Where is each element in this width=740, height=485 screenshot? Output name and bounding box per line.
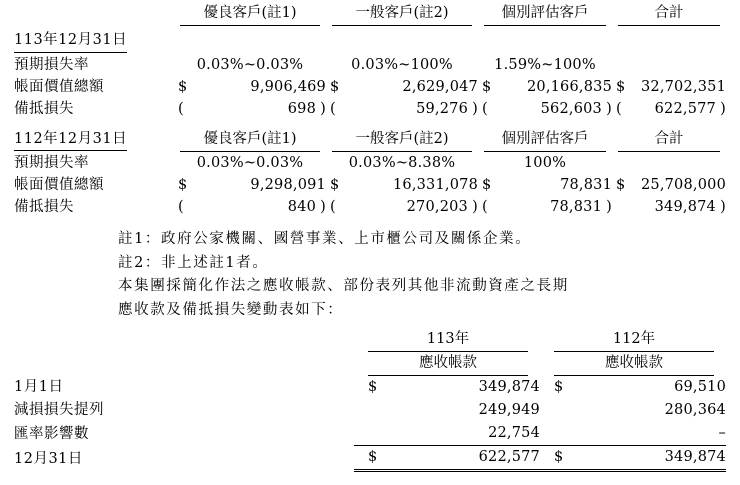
currency-symbol: $	[616, 177, 626, 193]
currency-symbol: $	[482, 177, 492, 193]
row-label-expected-loss-rate-113: 預期損失率	[14, 57, 89, 73]
cell-value: 349,874	[478, 379, 540, 395]
paren-open: (	[178, 101, 184, 117]
column-header-premium-2: 優良客戶(註1)	[174, 125, 326, 152]
cell-value: 280,364	[664, 402, 726, 418]
table-row	[14, 98, 726, 120]
paren-open: (	[616, 101, 622, 117]
currency-symbol: $	[330, 177, 340, 193]
movement-cell-dec31-113	[354, 446, 540, 471]
table-row	[14, 152, 726, 174]
cell-amount-individual-112	[478, 174, 612, 196]
cell-value: 32,702,351	[640, 79, 726, 95]
cell-value: 59,276	[416, 101, 468, 117]
cell-allowance-individual-113	[478, 98, 612, 120]
currency-symbol: $	[554, 449, 564, 465]
note-2: 註2：非上述註1者。	[118, 254, 269, 271]
movement-year-header-112: 112年	[540, 328, 726, 352]
cell-value: 78,831	[560, 177, 612, 193]
cell-value: 16,331,078	[392, 177, 478, 193]
cell-value: 20,166,835	[526, 79, 612, 95]
cell-value: 622,577	[654, 101, 716, 117]
cell-amount-general-112	[326, 174, 478, 196]
cell-rate-total-112	[612, 152, 726, 174]
row-label-carrying-amount-112: 帳面價值總額	[14, 177, 104, 193]
header-spacer	[14, 352, 354, 376]
cell-amount-total-113	[612, 76, 726, 98]
cell-value: 622,577	[478, 449, 540, 465]
column-header-total-1: 合計	[612, 0, 726, 26]
cell-allowance-individual-112	[478, 196, 612, 218]
cell-allowance-total-112	[612, 196, 726, 218]
movement-row-label-dec31: 12月31日	[14, 450, 83, 467]
currency-symbol: $	[368, 379, 378, 395]
movement-year-header-row	[14, 328, 726, 352]
column-header-total-2: 合計	[612, 125, 726, 152]
paren-close: )	[472, 101, 478, 117]
currency-symbol: $	[368, 449, 378, 465]
cell-rate-total-113	[612, 54, 726, 76]
cell-value: 2,629,047	[402, 79, 478, 95]
paren-open: (	[330, 101, 336, 117]
currency-symbol: $	[178, 79, 188, 95]
cell-rate-general-112: 0.03%~8.38%	[348, 155, 456, 171]
movement-row-label-jan1: 1月1日	[14, 379, 64, 395]
credit-risk-table	[14, 0, 726, 218]
cell-allowance-premium-113	[174, 98, 326, 120]
paren-close: )	[720, 101, 726, 117]
table-row	[14, 174, 726, 196]
column-header-general-2: 一般客戶(註2)	[326, 125, 478, 152]
currency-symbol: $	[178, 177, 188, 193]
paren-close: )	[606, 199, 612, 215]
currency-symbol: $	[616, 79, 626, 95]
cell-allowance-total-113	[612, 98, 726, 120]
row-label-carrying-amount-113: 帳面價值總額	[14, 79, 104, 95]
cell-value: 698	[287, 101, 316, 117]
header-spacer	[14, 328, 354, 352]
movement-row-label-impairment: 減損損失提列	[14, 402, 104, 418]
currency-symbol: $	[330, 79, 340, 95]
row-label-loss-allowance-112: 備抵損失	[14, 199, 74, 215]
currency-symbol: $	[482, 79, 492, 95]
movement-sub-header-receivables-113: 應收帳款	[354, 352, 540, 376]
cell-amount-total-112	[612, 174, 726, 196]
cell-amount-individual-113	[478, 76, 612, 98]
cell-value: –	[718, 425, 726, 441]
paragraph-line-1: 本集團採簡化作法之應收帳款、部份表列其他非流動資產之長期	[118, 278, 569, 294]
cell-value: 562,603	[540, 101, 602, 117]
table-row	[14, 54, 726, 76]
movement-cell-impairment-113	[354, 399, 540, 422]
movement-cell-dec31-112	[540, 446, 726, 471]
header-spacer	[14, 0, 174, 26]
paren-open: (	[482, 101, 488, 117]
table-row	[14, 376, 726, 399]
cell-allowance-premium-112	[174, 196, 326, 218]
currency-symbol: $	[554, 379, 564, 395]
cell-value: 270,203	[406, 199, 468, 215]
cell-allowance-general-112	[326, 196, 478, 218]
table-row	[14, 196, 726, 218]
paren-open: (	[178, 199, 184, 215]
movement-cell-fx-113	[354, 422, 540, 446]
note-1: 註1：政府公家機關、國營事業、上市櫃公司及關係企業。	[118, 231, 532, 247]
cell-value: 840	[287, 199, 316, 215]
paren-close: )	[472, 199, 478, 215]
cell-value: 349,874	[664, 449, 726, 465]
cell-rate-general-113: 0.03%~100%	[351, 57, 453, 73]
credit-header-row-2	[14, 125, 726, 152]
column-header-premium-1: 優良客戶(註1)	[174, 0, 326, 26]
credit-header-row-1	[14, 0, 726, 26]
column-header-individual-2: 個別評估客戶	[478, 125, 612, 152]
cell-value: 249,949	[478, 402, 540, 418]
paren-close: )	[606, 101, 612, 117]
paren-close: )	[320, 199, 326, 215]
cell-value: 25,708,000	[640, 177, 726, 193]
cell-amount-general-113	[326, 76, 478, 98]
cell-allowance-general-113	[326, 98, 478, 120]
cell-value: 22,754	[488, 425, 540, 441]
movement-row-label-fx-effect: 匯率影響數	[14, 425, 89, 442]
paren-open: (	[482, 199, 488, 215]
movement-cell-fx-112	[540, 422, 726, 446]
cell-rate-premium-113: 0.03%~0.03%	[196, 57, 304, 73]
cell-value: 9,298,091	[250, 177, 326, 193]
movement-sub-header-row	[14, 352, 726, 376]
table-row	[14, 446, 726, 471]
row-label-expected-loss-rate-112: 預期損失率	[14, 155, 89, 171]
allowance-movement-table	[14, 328, 726, 472]
cell-rate-individual-113: 1.59%~100%	[494, 57, 596, 73]
movement-cell-impairment-112	[540, 399, 726, 422]
cell-rate-individual-112: 100%	[523, 155, 567, 171]
movement-cell-jan1-112	[540, 376, 726, 399]
cell-amount-premium-112	[174, 174, 326, 196]
paren-open: (	[330, 199, 336, 215]
column-header-individual-1: 個別評估客戶	[478, 0, 612, 26]
cell-value: 349,874	[654, 199, 716, 215]
credit-date-row-1	[14, 29, 726, 54]
cell-value: 69,510	[674, 379, 726, 395]
table-row	[14, 76, 726, 98]
cell-amount-premium-113	[174, 76, 326, 98]
table-row	[14, 422, 726, 446]
paragraph-line-2: 應收款及備抵損失變動表如下：	[118, 301, 344, 318]
table-row	[14, 399, 726, 422]
date-label-113: 113年12月31日	[14, 29, 174, 54]
paren-close: )	[720, 199, 726, 215]
cell-value: 78,831	[550, 199, 602, 215]
paren-open	[616, 196, 621, 218]
notes-block	[118, 228, 740, 322]
movement-cell-jan1-113	[354, 376, 540, 399]
cell-value: 9,906,469	[250, 79, 326, 95]
movement-year-header-113: 113年	[354, 328, 540, 352]
date-label-112: 112年12月31日	[14, 125, 174, 152]
row-label-loss-allowance-113: 備抵損失	[14, 101, 74, 117]
paren-close: )	[320, 101, 326, 117]
column-header-general-1: 一般客戶(註2)	[326, 0, 478, 26]
cell-rate-premium-112: 0.03%~0.03%	[196, 155, 304, 171]
movement-sub-header-receivables-112: 應收帳款	[540, 352, 726, 376]
